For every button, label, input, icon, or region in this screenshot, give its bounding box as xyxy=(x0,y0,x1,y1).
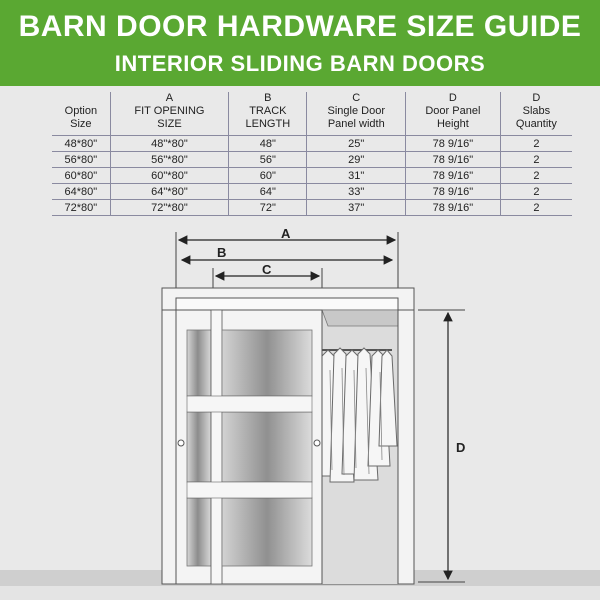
dim-label-b: B xyxy=(217,245,227,260)
table-cell: 48"*80" xyxy=(110,136,228,152)
table-cell: 25" xyxy=(307,136,406,152)
header-fit-opening: A FIT OPENING SIZE xyxy=(110,92,228,136)
left-casing-post xyxy=(162,310,176,584)
door-rail xyxy=(187,396,312,412)
table-cell: 72" xyxy=(229,200,307,216)
table-cell: 2 xyxy=(500,168,572,184)
table-cell: 60" xyxy=(229,168,307,184)
header-track-length: B TRACK LENGTH xyxy=(229,92,307,136)
dim-label-a: A xyxy=(281,226,291,241)
table-cell: 2 xyxy=(500,200,572,216)
table-cell: 72*80" xyxy=(52,200,110,216)
right-casing-post xyxy=(398,310,414,584)
table-cell: 78 9/16" xyxy=(406,152,501,168)
guide-title: BARN DOOR HARDWARE SIZE GUIDE xyxy=(18,10,582,43)
header-panel-height: D Door Panel Height xyxy=(406,92,501,136)
glass-pane xyxy=(222,330,312,396)
table-cell: 60*80" xyxy=(52,168,110,184)
table-cell: 64*80" xyxy=(52,184,110,200)
table-cell: 56" xyxy=(229,152,307,168)
table-cell: 2 xyxy=(500,136,572,152)
door-pull-icon xyxy=(314,440,320,446)
door-pull-icon xyxy=(178,440,184,446)
glass-pane xyxy=(222,498,312,566)
header-option-size: Option Size xyxy=(52,92,110,136)
glass-pane xyxy=(187,330,211,396)
track-rail xyxy=(176,298,398,310)
dim-label-c: C xyxy=(262,262,272,277)
table-cell: 48" xyxy=(229,136,307,152)
table-cell: 33" xyxy=(307,184,406,200)
table-cell: 48*80" xyxy=(52,136,110,152)
table-cell: 31" xyxy=(307,168,406,184)
table-cell: 60"*80" xyxy=(110,168,228,184)
header-slabs-quantity: D Slabs Quantity xyxy=(500,92,572,136)
table-cell: 64" xyxy=(229,184,307,200)
guide-subtitle: INTERIOR SLIDING BARN DOORS xyxy=(114,51,486,76)
glass-pane xyxy=(187,498,211,566)
table-cell: 78 9/16" xyxy=(406,200,501,216)
table-cell: 2 xyxy=(500,184,572,200)
table-cell: 37" xyxy=(307,200,406,216)
table-cell: 78 9/16" xyxy=(406,184,501,200)
table-cell: 72"*80" xyxy=(110,200,228,216)
dim-label-d: D xyxy=(456,440,466,455)
glass-pane xyxy=(187,412,211,482)
table-cell: 64"*80" xyxy=(110,184,228,200)
table-cell: 29" xyxy=(307,152,406,168)
table-cell: 2 xyxy=(500,152,572,168)
table-cell: 56*80" xyxy=(52,152,110,168)
door-rail xyxy=(187,482,312,498)
table-cell: 78 9/16" xyxy=(406,168,501,184)
closet-shelf xyxy=(322,310,398,326)
header-panel-width: C Single Door Panel width xyxy=(307,92,406,136)
door-stile xyxy=(211,310,222,584)
table-cell: 56"*80" xyxy=(110,152,228,168)
glass-pane xyxy=(222,412,312,482)
table-cell: 78 9/16" xyxy=(406,136,501,152)
